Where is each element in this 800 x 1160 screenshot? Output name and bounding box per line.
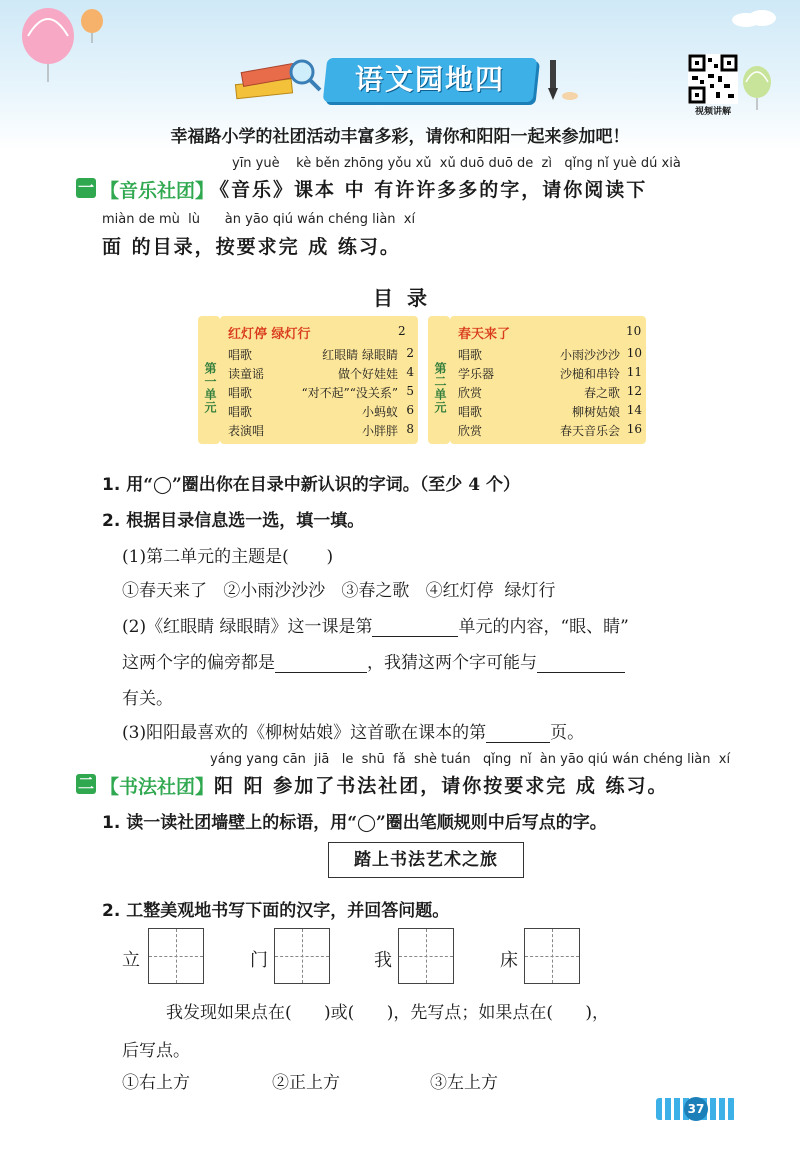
writing-grid-4[interactable] [524,928,580,984]
question-2-3 [122,718,584,743]
toc-row [228,365,414,384]
toc-row-title: 小胖胖 [361,424,398,438]
toc-row-title: 小蚂蚁 [361,405,398,419]
section1-pinyin-2: miàn de mù lù àn yāo qiú wán chéng liàn xí [102,212,416,227]
toc-row-title: 做个好娃娃 [337,367,398,381]
toc-right-head-page: 10 [626,324,642,338]
toc-row [228,384,414,403]
toc-row-type: 唱歌 [228,348,253,362]
answer-blank-page[interactable] [486,724,550,743]
q2-2-part-d: ，我猜这两个字可能与 [367,653,537,673]
toc-row-title: 春天音乐会 [559,424,620,438]
writing-grid-2[interactable] [274,928,330,984]
toc-row-page: 11 [626,365,642,379]
toc-row-page: 4 [406,365,414,379]
toc-row-page: 16 [626,422,642,436]
question-2-2-line3: 有关。 [122,689,173,709]
char-label-1: 立 [122,950,140,971]
balloon-icon [14,6,84,86]
toc-row-page: 12 [626,384,642,398]
toc-row [458,422,642,441]
slogan-box: 踏上书法艺术之旅 [328,842,524,878]
q2-2-part-b: 单元的内容，“眼、睛” [458,617,629,637]
toc-row [228,422,414,441]
question-1 [102,470,520,495]
question-2-2-line1 [122,612,629,637]
toc-row-page: 14 [626,403,642,417]
question-number: 1. [102,813,121,833]
answer-line-2: 后写点。 [122,1041,190,1061]
option-2: ②正上方 [272,1073,340,1093]
toc-left-head: 红灯停 绿灯行 [228,327,311,342]
char-label-4: 床 [500,950,518,971]
writing-grid-3[interactable] [398,928,454,984]
q2-2-part-c: 这两个字的偏旁都是 [122,653,275,673]
section1-tag: 【音乐社团】 [100,180,215,202]
page-number: 37 [684,1097,708,1121]
toc-row-type: 唱歌 [228,405,253,419]
toc-row-type: 欣赏 [458,424,483,438]
balloon-small-icon [78,8,106,44]
toc-row-page: 5 [406,384,414,398]
question-text: 工整美观地书写下面的汉字，并回答问题。 [126,901,450,921]
toc-row-page: 8 [406,422,414,436]
section2-number: 二 [77,774,94,793]
page-title: 语文园地四 [354,63,505,96]
toc-left-list [228,346,414,441]
toc-row-title: 沙槌和串铃 [559,367,620,381]
toc-row-title: “对不起”“没关系” [301,386,398,400]
brush-icon [540,58,580,102]
toc-row [228,403,414,422]
balloon-right-icon [740,64,774,112]
section1-pinyin-1: yīn yuè kè běn zhōng yǒu xǔ xǔ duō duō de zì qǐng nǐ yuè dú xià [232,156,681,171]
question-2-1: (1)第二单元的主题是( ) [122,547,334,567]
toc-row-type: 唱歌 [458,405,483,419]
answer-line-1: 我发现如果点在( )或( )，先写点；如果点在( )， [166,1003,610,1023]
toc-row [228,346,414,365]
toc-row-type: 学乐器 [458,367,495,381]
answer-blank-related[interactable] [537,654,625,673]
writing-grid-1[interactable] [148,928,204,984]
answer-blank-radical[interactable] [275,654,367,673]
toc-row-title: 红眼睛 绿眼睛 [322,348,398,362]
toc-row-type: 唱歌 [228,386,253,400]
answer-blank-unit[interactable] [372,618,458,637]
question-number: 2. [102,511,121,531]
question-number: 1. [102,475,121,495]
section2-tag: 【书法社团】 [100,776,215,798]
toc-row-title: 小雨沙沙沙 [559,348,620,362]
char-label-3: 我 [374,950,392,971]
question-text: 用“◯”圈出你在目录中新认识的字词。（至少 4 个） [126,475,520,495]
section1-text-1: 《音乐》课本 中 有许许多多的字，请你阅读下 [210,179,648,201]
qr-label: 视频讲解 [694,107,731,117]
section2-question-2 [102,896,449,921]
qr-code-icon[interactable] [688,54,738,104]
intro-text: 幸福路小学的社团活动丰富多彩，请你和阳阳一起来参加吧！ [170,127,630,147]
books-icon [232,52,322,108]
section1-number: 一 [77,178,94,197]
char-label-2: 门 [250,950,268,971]
question-2-2-line2 [122,648,625,673]
toc-title: 目 录 [373,286,427,310]
question-number: 2. [102,901,121,921]
toc-row-page: 2 [406,346,414,360]
toc-row-type: 唱歌 [458,348,483,362]
toc-row [458,365,642,384]
toc-row [458,403,642,422]
section2-text: 阳 阳 参加了书法社团，请你按要求完 成 练习。 [214,775,669,797]
toc-left-head-page: 2 [398,324,406,338]
cloud-icon [726,8,782,28]
q2-2-part-a: (2)《红眼睛 绿眼睛》这一课是第 [122,617,373,637]
question-2-1-options: ①春天来了 ②小雨沙沙沙 ③春之歌 ④红灯停 绿灯行 [122,581,556,601]
toc-row-title: 柳树姑娘 [571,405,620,419]
toc-left-side-label: 第一单元 [203,362,217,414]
question-2 [102,506,364,531]
section1-text-2: 面 的目录，按要求完 成 练习。 [102,236,401,258]
section2-question-1 [102,808,607,833]
toc-row [458,384,642,403]
option-1: ①右上方 [122,1073,190,1093]
toc-right-side-label: 第二单元 [433,362,447,414]
question-text: 读一读社团墙壁上的标语，用“◯”圈出笔顺规则中后写点的字。 [126,813,607,833]
toc-row-page: 10 [626,346,642,360]
toc-row-type: 读童谣 [228,367,265,381]
question-text: 根据目录信息选一选，填一填。 [126,511,365,531]
toc-row-type: 表演唱 [228,424,265,438]
toc-right-list [458,346,642,441]
section2-pinyin: yáng yang cān jiā le shū fǎ shè tuán qǐng nǐ àn yāo qiú wán chéng liàn xí [210,752,731,767]
option-3: ③左上方 [430,1073,498,1093]
toc-row-page: 6 [406,403,414,417]
toc-row-type: 欣赏 [458,386,483,400]
toc-right-head: 春天来了 [458,327,511,342]
toc-row [458,346,642,365]
toc-row-title: 春之歌 [583,386,620,400]
q2-3-part-b: 页。 [550,723,585,743]
q2-3-part-a: (3)阳阳最喜欢的《柳树姑娘》这首歌在课本的第 [122,723,487,743]
